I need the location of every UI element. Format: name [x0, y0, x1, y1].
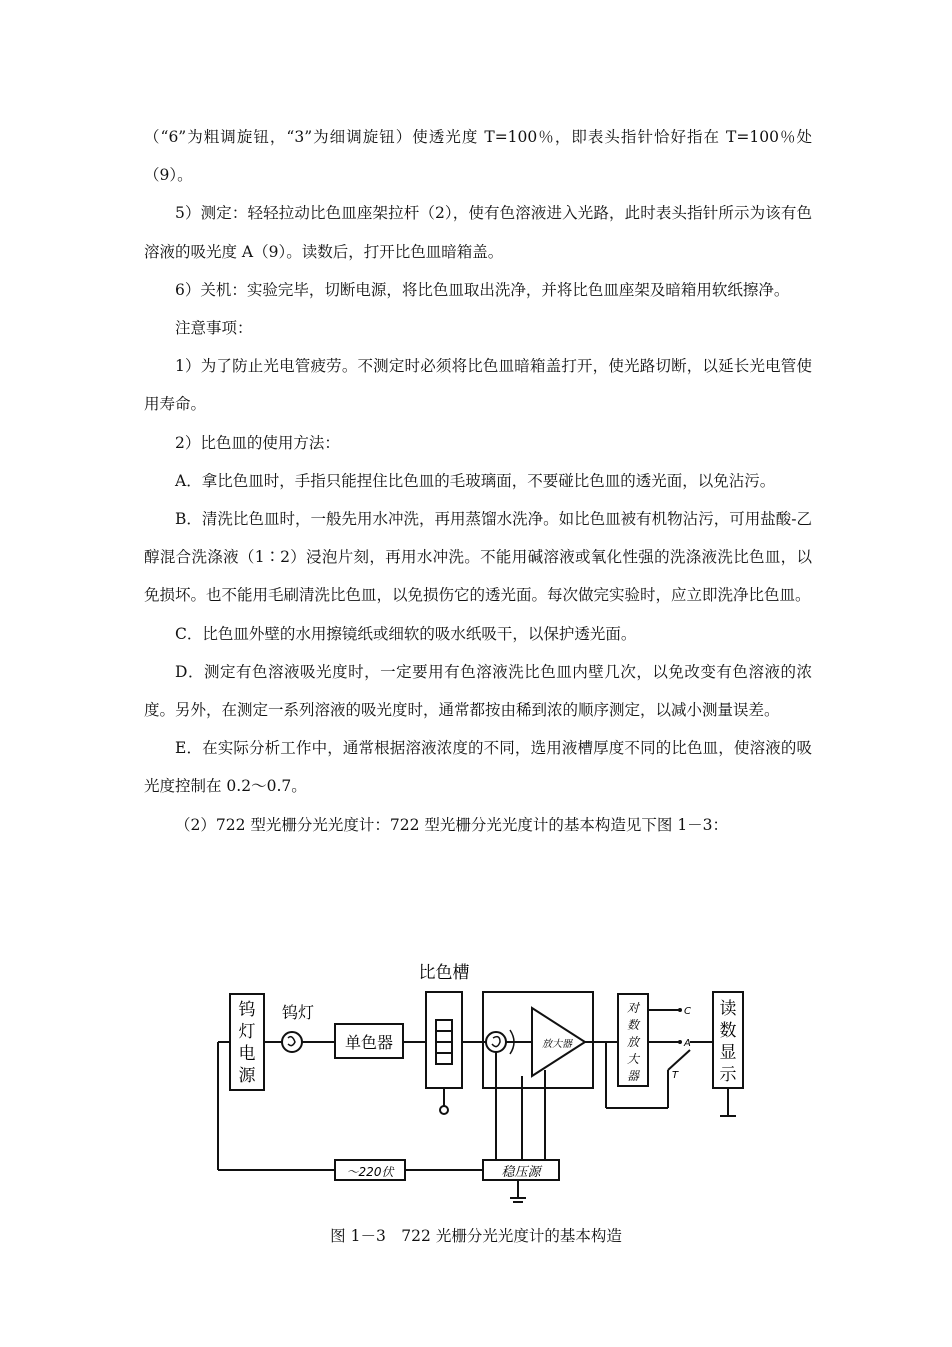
cuvette-box [426, 992, 462, 1088]
paragraph: C．比色皿外壁的水用擦镜纸或细软的吸水纸吸干，以保护透光面。 [175, 624, 637, 643]
log-amp-label: 对数放大器 [626, 1001, 640, 1083]
amplifier-label: 放大器 [542, 1039, 572, 1050]
regulated-supply-label: 稳压源 [501, 1165, 541, 1180]
paragraph: E．在实际分析工作中，通常根据溶液浓度的不同，选用液槽厚度不同的比色皿，使溶液的吸光度控制在 0.2～0.7。 [144, 739, 812, 796]
paragraph: 注意事项： [175, 319, 253, 338]
switch-a-label: A [684, 1038, 691, 1049]
paragraph: 6）关机：实验完毕，切断电源，将比色皿取出洗净，并将比色皿座架及暗箱用软纸擦净。 [175, 280, 790, 299]
switch-c-label: C [684, 1006, 691, 1017]
paragraph: 1）为了防止光电管疲劳。不测定时必须将比色皿暗箱盖打开，使光路切断，以延长光电管使用寿命。 [144, 357, 812, 414]
paragraph: A．拿比色皿时，手指只能捏住比色皿的毛玻璃面，不要碰比色皿的透光面，以免沾污。 [175, 471, 776, 490]
paragraph: B．清洗比色皿时，一般先用水冲洗，再用蒸馏水洗净。如比色皿被有机物沾污，可用盐酸-乙醇混合洗涤液（1∶2）浸泡片刻，再用水冲洗。不能用碱溶液或氧化性强的洗涤液洗比色皿，以免损坏。也不能用毛刷清洗比色皿，以免损伤它的透光面。每次做完实验时，应立即洗净比色皿。 [144, 510, 812, 605]
lamp-circle [282, 1032, 302, 1052]
figure-caption: 图 1－3 722 光栅分光光度计的基本构造 [330, 1227, 622, 1245]
tungsten-lamp-label: 钨灯 [282, 1003, 315, 1022]
paragraph: （2）722 型光栅分光光度计：722 型光栅分光光度计的基本构造见下图 1－3： [175, 815, 729, 834]
paragraph: D．测定有色溶液吸光度时，一定要用有色溶液洗比色皿内壁几次，以免改变有色溶液的浓度。另外，在测定一系列溶液的吸光度时，通常都按由稀到浓的顺序测定，以减小测量误差。 [144, 662, 812, 720]
photocell-circle [486, 1032, 506, 1052]
paragraph: 5）测定：轻轻拉动比色皿座架拉杆（2），使有色溶液进入光路，此时表头指针所示为该有色溶液的吸光度 A（9）。读数后，打开比色皿暗箱盖。 [144, 204, 812, 261]
cuvette-label: 比色槽 [418, 963, 470, 983]
monochromator-label: 单色器 [344, 1033, 394, 1052]
paragraph: 2）比色皿的使用方法： [175, 433, 340, 452]
paragraph: （“6”为粗调旋钮，“3”为细调旋钮）使透光度 T=100％，即表头指针恰好指在 T=100％处（9）。 [144, 128, 812, 185]
readout-label: 读数显示 [719, 999, 737, 1085]
lamp-power-label: 钨灯电源 [238, 1000, 256, 1086]
diagram-svg [200, 958, 760, 1218]
instrument-diagram [200, 958, 760, 1218]
switch-t-label: T [672, 1070, 679, 1081]
ac-supply-label: ～220伏 [346, 1165, 394, 1179]
body-text [144, 118, 812, 844]
